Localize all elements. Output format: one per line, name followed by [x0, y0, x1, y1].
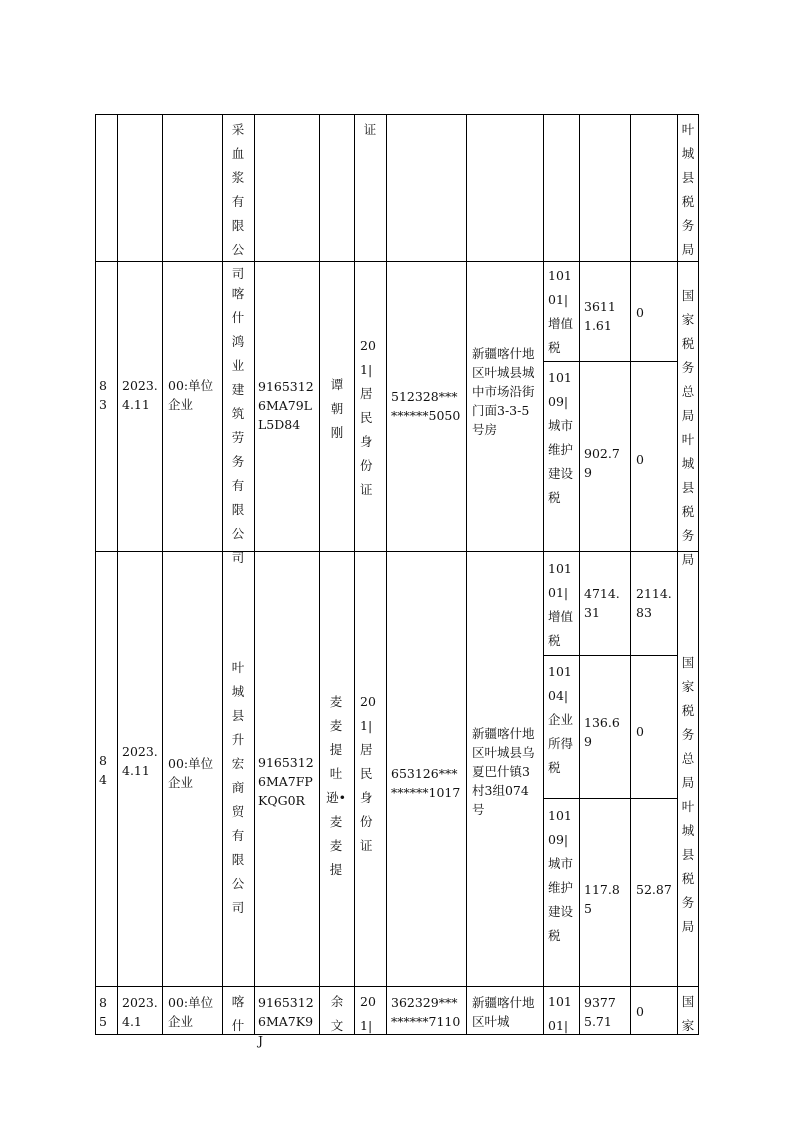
col-line [386, 114, 387, 1035]
row-credit-code: 91653126MA7FPKQG0R [258, 755, 314, 808]
row-authority: 国家税务总局叶城县税务局 [681, 288, 695, 567]
col-line [117, 114, 118, 1035]
col-line [222, 114, 223, 1035]
row-taxpayer-name: 叶城县升宏商贸有限公司 [231, 660, 245, 915]
continued-taxpayer-name: 采血浆有限公司 [231, 122, 245, 281]
row-legal-rep: 麦麦提吐逊•麦麦提 [326, 694, 346, 877]
col-line [254, 114, 255, 1035]
tax-amount: 902.79 [584, 446, 620, 480]
tax-current: 0 [636, 452, 644, 467]
tax-item: 10104|企业所得税 [548, 664, 574, 775]
row-address: 新疆喀什地区叶城 [472, 995, 535, 1029]
tax-current: 0 [636, 1004, 644, 1019]
row-divider [95, 551, 699, 552]
row-divider [95, 261, 699, 262]
row-taxpayer-name: 喀什 [231, 994, 245, 1033]
row-credit-code: 91653126MA7K9J [258, 995, 314, 1048]
row-date: 2023.4.11 [122, 378, 158, 412]
row-seq: 83 [99, 378, 107, 412]
col-line [677, 114, 678, 1035]
row-seq: 85 [99, 995, 107, 1029]
row-id-type: 201| [360, 994, 376, 1033]
subrow-divider [543, 798, 678, 799]
table-border-top [95, 114, 699, 115]
col-line [698, 114, 699, 1035]
col-line [543, 114, 544, 1035]
tax-amount: 93775.71 [584, 995, 616, 1029]
tax-item: 10101| [548, 994, 572, 1033]
col-line [466, 114, 467, 1035]
row-legal-rep: 谭朝刚 [330, 377, 344, 440]
row-taxpayer-type: 00:单位企业 [168, 756, 214, 790]
table-border-bottom [95, 1034, 699, 1035]
tax-item: 10109|城市维护建设税 [548, 808, 574, 943]
row-id-type: 201|居民身份证 [360, 694, 376, 853]
tax-item: 10101|增值税 [548, 268, 574, 355]
tax-amount: 117.85 [584, 882, 620, 916]
row-address: 新疆喀什地区叶城县城中市场沿街门面3-3-5号房 [472, 346, 535, 437]
continued-authority: 叶城县税务局 [681, 122, 695, 257]
row-taxpayer-type: 00:单位企业 [168, 995, 214, 1029]
row-credit-code: 91653126MA79LL5D84 [258, 379, 314, 432]
row-divider [95, 986, 699, 987]
row-id-number: 362329*********7110 [391, 995, 461, 1029]
row-address: 新疆喀什地区叶城县乌夏巴什镇3村3组074号 [472, 726, 535, 817]
row-taxpayer-name: 喀什鸿业建筑劳务有限公司 [231, 286, 245, 565]
col-line [95, 114, 96, 1035]
row-date: 2023.4.1 [122, 995, 158, 1029]
col-line [579, 114, 580, 1035]
continued-id-type: 证 [363, 122, 377, 137]
tax-amount: 36111.61 [584, 299, 616, 333]
row-id-number: 512328*********5050 [391, 389, 461, 423]
row-authority: 国家税务总局叶城县税务局 [681, 655, 695, 934]
tax-item: 10109|城市维护建设税 [548, 370, 574, 505]
row-id-number: 653126*********1017 [391, 766, 461, 800]
row-legal-rep: 余文 [330, 994, 344, 1033]
row-authority: 国家 [681, 994, 695, 1033]
col-line [162, 114, 163, 1035]
row-seq: 84 [99, 753, 107, 787]
subrow-divider [543, 361, 678, 362]
tax-amount: 136.69 [584, 715, 620, 749]
tax-amount: 4714.31 [584, 586, 620, 620]
row-id-type: 201|居民身份证 [360, 338, 376, 497]
tax-current: 2114.83 [636, 586, 672, 620]
row-date: 2023.4.11 [122, 744, 158, 778]
col-line [354, 114, 355, 1035]
tax-current: 52.87 [636, 882, 672, 897]
subrow-divider [543, 655, 678, 656]
tax-current: 0 [636, 305, 644, 320]
tax-current: 0 [636, 724, 644, 739]
row-taxpayer-type: 00:单位企业 [168, 378, 214, 412]
col-line [630, 114, 631, 1035]
col-line [319, 114, 320, 1035]
tax-item: 10101|增值税 [548, 561, 574, 648]
